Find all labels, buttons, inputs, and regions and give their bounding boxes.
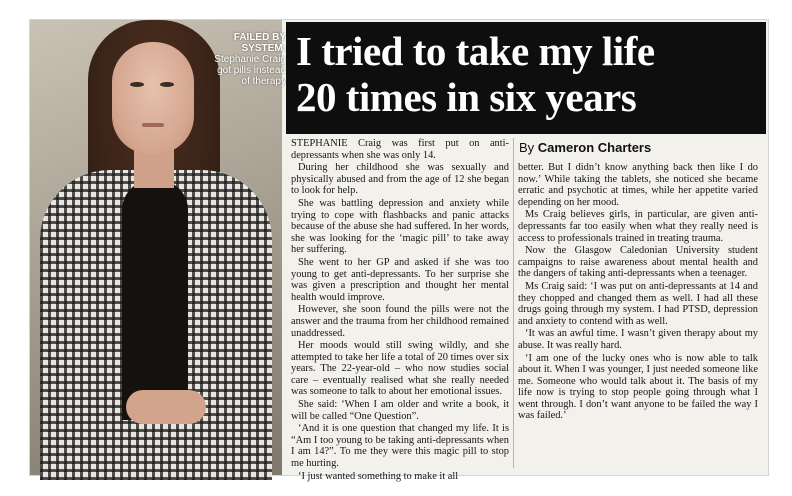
paragraph: STEPHANIE Craig was first put on anti-depressants when she was only 14.: [291, 138, 509, 161]
paragraph: She was battling depression and anxiety while trying to cope with flashbacks and panic attacks because of the abuse she had suffered. In her words, she was looking for the ‘magic pill’ to take away her suffering.: [291, 197, 509, 256]
left-column: [291, 138, 509, 483]
right-column: [518, 162, 758, 423]
photo-neck: [134, 148, 174, 188]
paragraph: ‘And it is one question that changed my life. It is “Am I too young to be taking anti-depressants when I am 14?”. To me they were this magic pill to stop me hurting.: [291, 423, 509, 470]
paragraph: ‘I just wanted something to make it all: [298, 470, 459, 482]
paragraph: Ms Craig said: ‘I was put on anti-depressants at 14 and they chopped and changed them as well. I had all these drugs going through my system. I had PTSD, depression and anxiety to contend with as well.: [518, 280, 758, 327]
paragraph: However, she soon found the pills were not the answer and the trauma from her childhood remained unaddressed.: [291, 304, 509, 339]
caption-lead: FAILED BY SYSTEM:: [233, 32, 286, 54]
photo-face: [112, 42, 194, 154]
paragraph: Her moods would still swing wildly, and she attempted to take her life a total of 20 times over six years. The 22-year-old – who now studies social care – eventually realised what she really needed was someone to talk to about her emotional issues.: [291, 340, 509, 398]
paragraph: During her childhood she was sexually and physically abused and from the age of 12 she began to look for help.: [291, 162, 509, 197]
byline: [519, 140, 759, 155]
paragraph: ‘It was an awful time. I wasn’t given therapy about my abuse. It was really hard.: [518, 328, 758, 351]
paragraph: She went to her GP and asked if she was too young to get anti-depressants. To her surprise she was given a prescription and thought her mental health would improve.: [291, 256, 509, 303]
caption-body: Stephanie Craig got pills instead of therapy: [214, 54, 286, 87]
paragraph: ‘I am one of the lucky ones who is now able to talk about it. When I was younger, I just needed someone like me. Someone who would talk about it. The basis of my life now is trying to stop people going through what I went through. I don’t want anyone to be failed the way I was failed.’: [518, 352, 758, 422]
photo-caption: [206, 32, 286, 87]
photo-mouth: [142, 123, 164, 127]
paragraph: Ms Craig believes girls, in particular, are given anti-depressants far too easily when what they really need is access to professionals trained in treating trauma.: [518, 209, 758, 244]
photo-eye-left: [130, 82, 144, 87]
photo-eye-right: [160, 82, 174, 87]
headline-banner: [286, 22, 766, 134]
column-divider: [513, 138, 514, 468]
article-photo: [30, 20, 286, 475]
byline-author: Cameron Charters: [537, 140, 652, 155]
photo-hands: [126, 390, 206, 424]
photo-top: [122, 180, 188, 420]
byline-prefix: By: [519, 140, 535, 155]
paragraph: She said: ‘When I am older and write a book, it will be called “One Question”.: [291, 399, 509, 422]
paragraph: Now the Glasgow Caledonian University student campaigns to raise awareness about mental health and the dangers of taking anti-depressants when a teenager.: [518, 245, 758, 280]
headline-text: I tried to take my life 20 times in six years: [296, 28, 655, 120]
paragraph: better. But I didn’t know anything back then like I do now.’ While taking the tablets, she noticed she became erratic and psychotic at times, while her appetite varied depending on her mood.: [518, 162, 758, 208]
newspaper-clipping: [30, 20, 768, 482]
